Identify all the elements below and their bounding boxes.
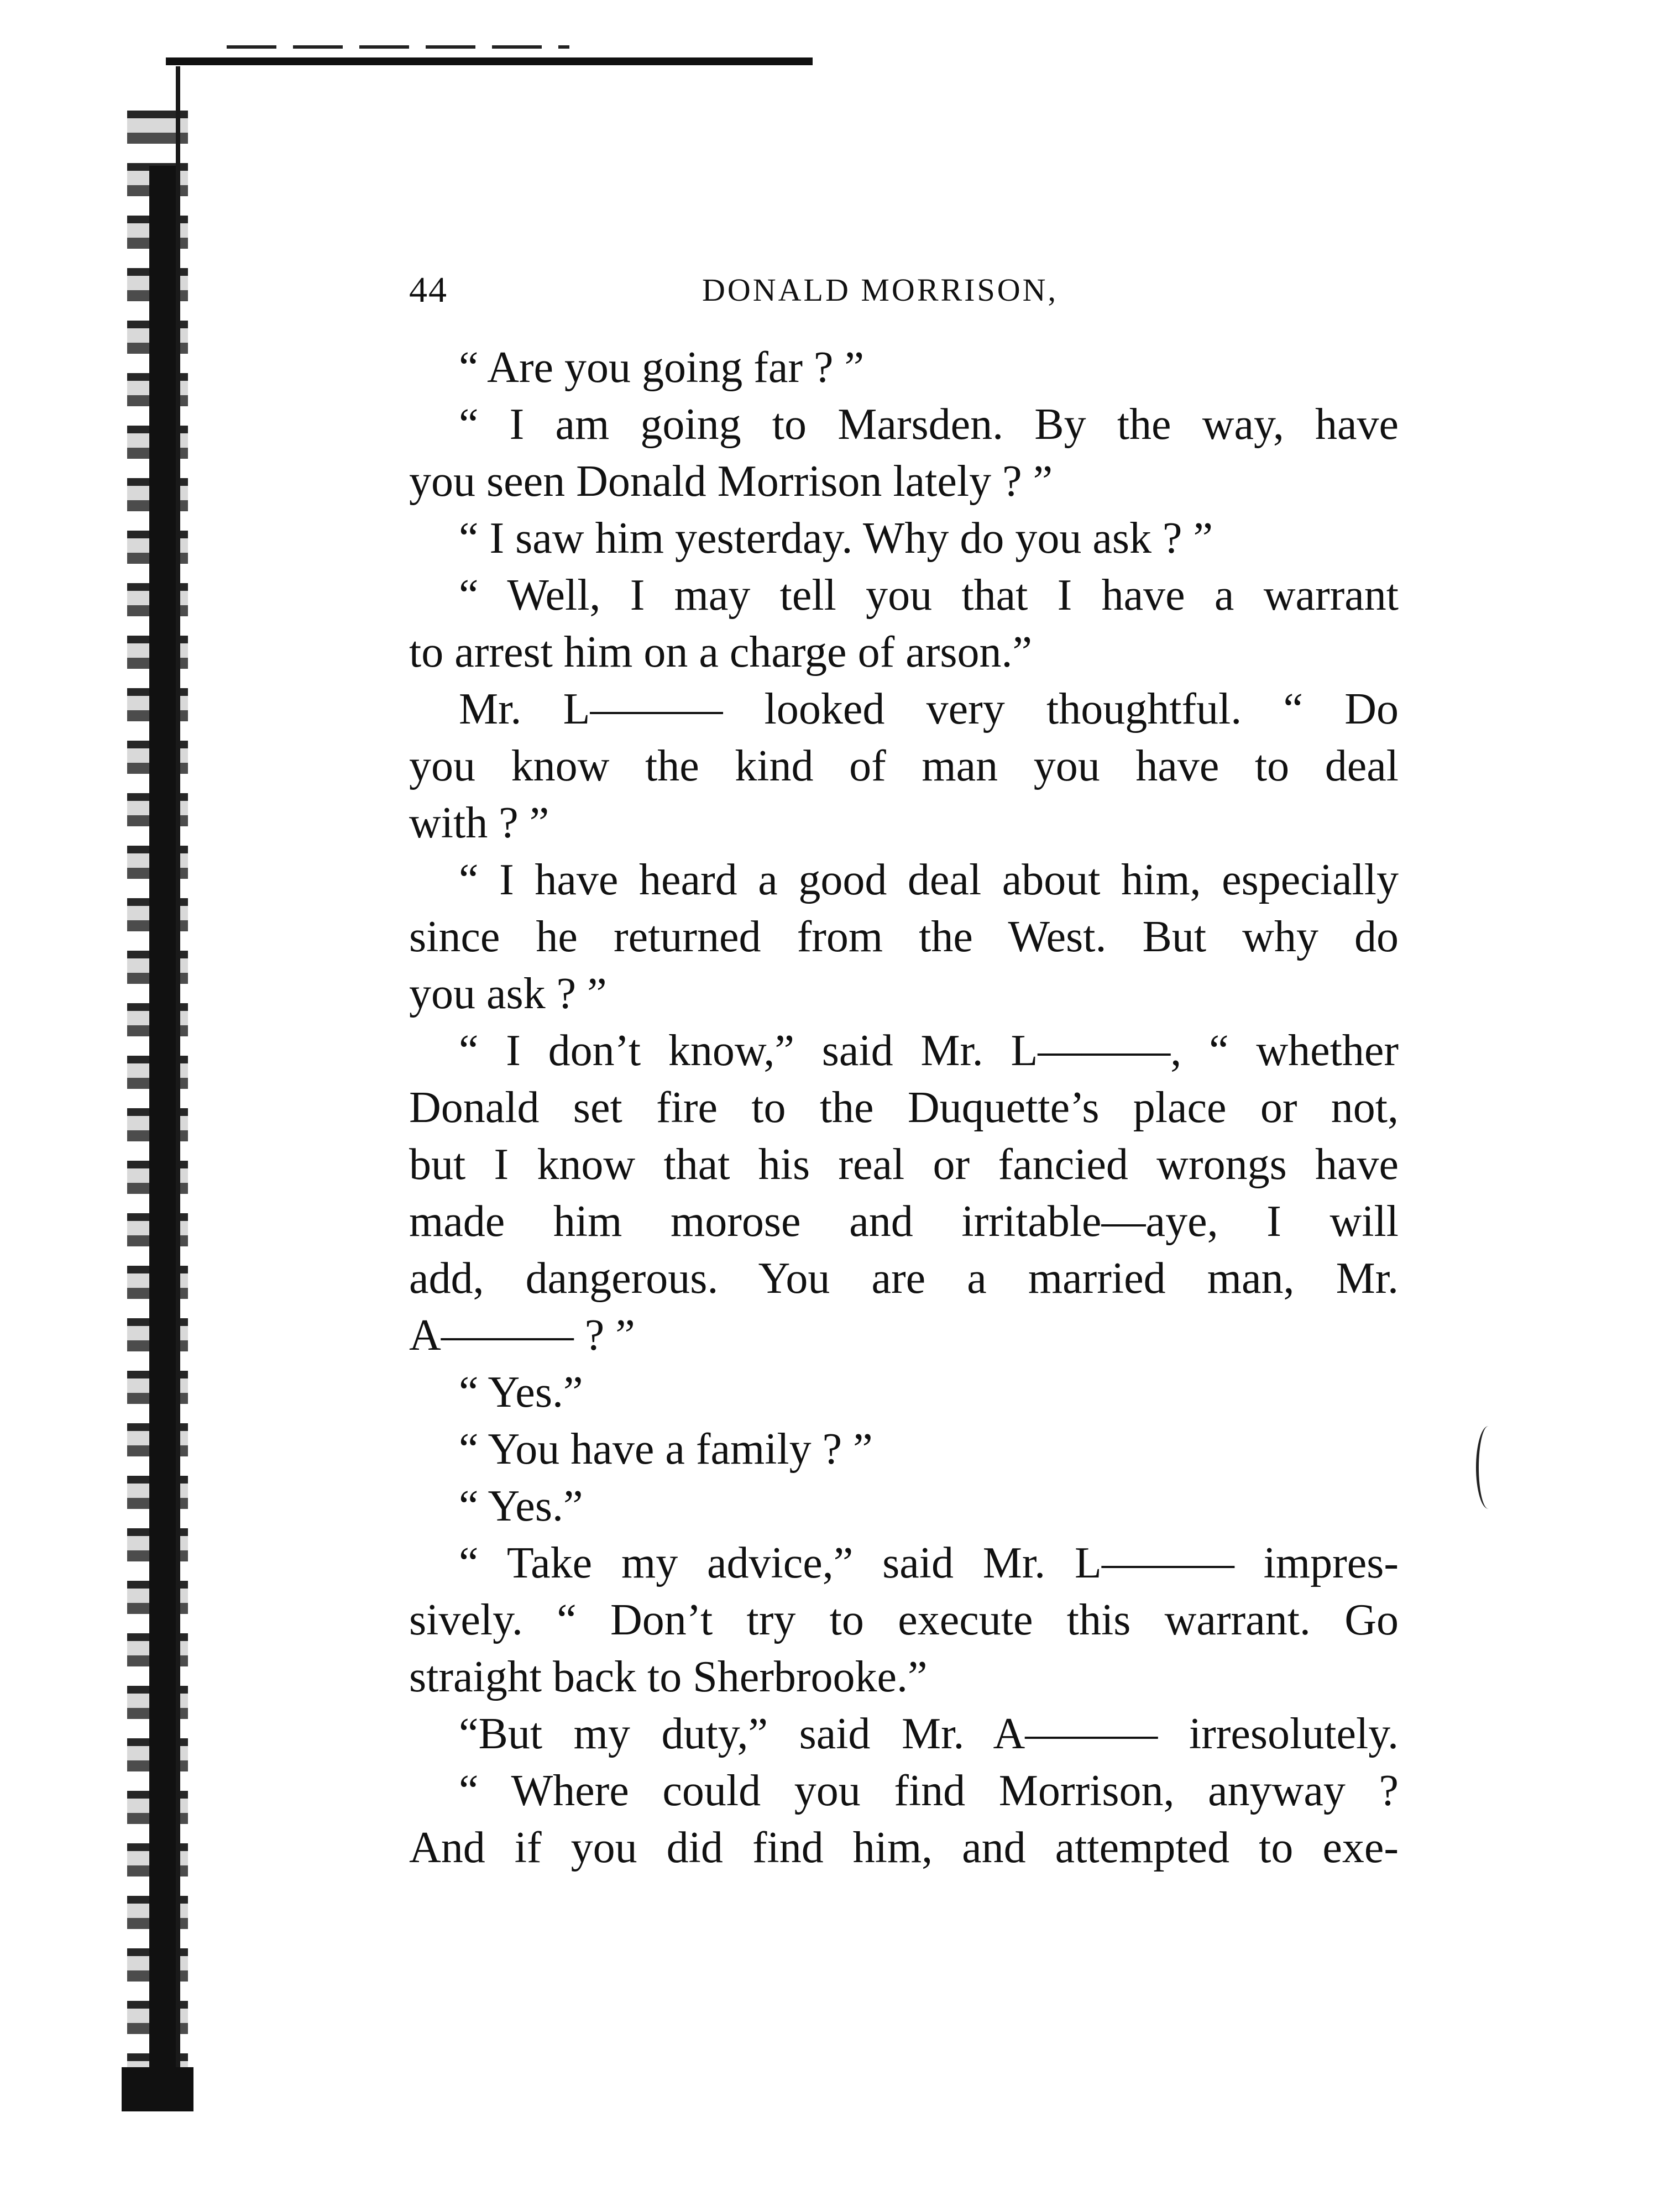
text-line: “ I have heard a good deal about him, especially	[459, 856, 1399, 904]
scan-artifact-spine	[149, 166, 177, 2111]
text-line: you know the kind of man you have to deal	[409, 742, 1399, 790]
scan-artifact-rule	[166, 57, 813, 65]
text-line: “ Yes.”	[459, 1368, 583, 1417]
text-line: “ Are you going far ? ”	[459, 343, 865, 392]
text-line: you ask ? ”	[409, 969, 607, 1018]
text-line: Donald set fire to the Duquette’s place or not,	[409, 1083, 1399, 1132]
text-line: sively. “ Don’t try to execute this warrant. Go	[409, 1596, 1399, 1644]
scan-artifact-rule	[227, 45, 569, 49]
scan-artifact-rule	[176, 66, 180, 2067]
text-line: “ Well, I may tell you that I have a warrant	[459, 571, 1399, 620]
text-line: “ I don’t know,” said Mr. L———, “ whether	[459, 1026, 1399, 1075]
body-text	[409, 339, 1399, 1876]
text-line: straight back to Sherbrooke.”	[409, 1653, 928, 1701]
text-line: A——— ? ”	[409, 1311, 635, 1360]
text-line: And if you did find him, and attempted to exe-	[409, 1823, 1399, 1872]
page-header	[409, 260, 1399, 321]
text-line: you seen Donald Morrison lately ? ”	[409, 457, 1053, 506]
scan-artifact-corner	[122, 2067, 193, 2111]
text-line: but I know that his real or fancied wrongs have	[409, 1140, 1399, 1189]
text-line: add, dangerous. You are a married man, Mr.	[409, 1254, 1399, 1303]
text-line: with ? ”	[409, 799, 549, 847]
text-line: to arrest him on a charge of arson.”	[409, 628, 1032, 677]
text-line: since he returned from the West. But why do	[409, 913, 1399, 961]
text-line: “ I am going to Marsden. By the way, have	[459, 400, 1399, 449]
running-head: DONALD MORRISON,	[702, 272, 1059, 308]
text-line: “ Take my advice,” said Mr. L——— impres-	[459, 1539, 1399, 1587]
text-line: “ You have a family ? ”	[459, 1425, 873, 1474]
text-line: “ I saw him yesterday. Why do you ask ? ”	[459, 514, 1213, 563]
page-number: 44	[409, 270, 448, 310]
text-line: Mr. L——— looked very thoughtful. “ Do	[459, 685, 1399, 733]
text-line: “But my duty,” said Mr. A——— irresolutely.	[459, 1710, 1399, 1758]
text-line: made him morose and irritable—aye, I will	[409, 1197, 1399, 1246]
scan-artifact-mark	[1476, 1426, 1501, 1509]
text-line: “ Where could you find Morrison, anyway ?	[459, 1767, 1399, 1815]
text-line: “ Yes.”	[459, 1482, 583, 1530]
